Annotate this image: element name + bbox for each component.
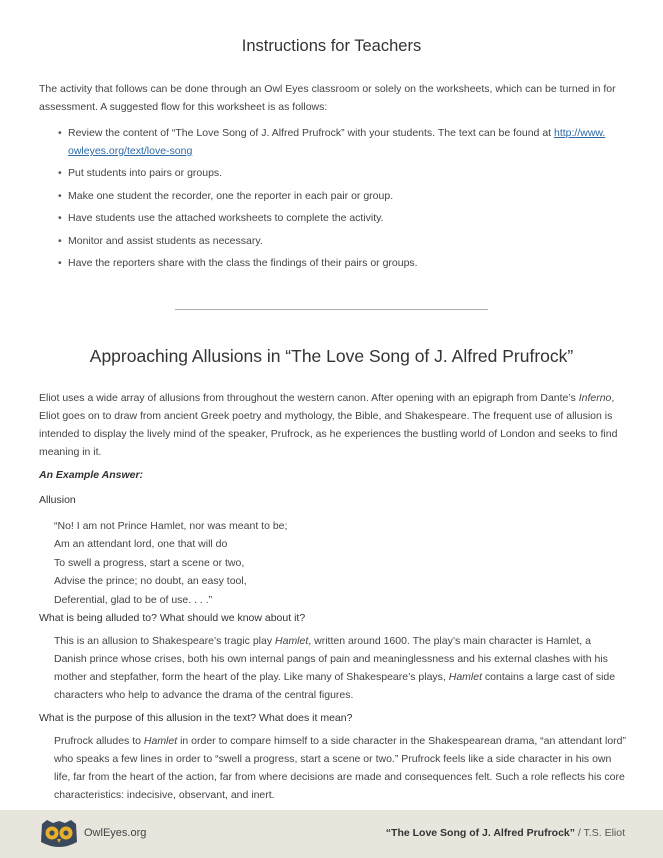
brand-name: OwlEyes.org <box>84 827 147 839</box>
quote-line: Advise the prince; no doubt, an easy tool, <box>54 575 247 588</box>
question-heading: What is being alluded to? What should we know about it? <box>39 612 306 624</box>
bullet-mark: • <box>58 189 62 202</box>
list-item <box>39 232 619 250</box>
section-divider <box>175 309 488 310</box>
bullet-mark: • <box>58 212 62 225</box>
footer-work-credit <box>386 827 625 839</box>
bullet-text: Monitor and assist students as necessary. <box>68 234 263 247</box>
footer <box>0 810 663 858</box>
bullet-mark: • <box>58 256 62 269</box>
bullet-mark: • <box>58 167 62 180</box>
allusion-label: Allusion <box>39 494 76 506</box>
quote-line: Am an attendant lord, one that will do <box>54 538 228 551</box>
bullet-text: Put students into pairs or groups. <box>68 167 223 180</box>
bullet-text: Make one student the recorder, one the reporter in each pair or group. <box>68 189 394 202</box>
text-link[interactable]: http://www. owleyes.org/text/love-song <box>68 127 606 157</box>
bullet-mark: • <box>58 127 62 139</box>
poem-quote <box>54 517 287 609</box>
list-item <box>39 254 619 272</box>
bullet-text: Have students use the attached worksheets to complete the activity. <box>68 212 384 225</box>
question-heading: What is the purpose of this allusion in the text? What does it mean? <box>39 712 353 724</box>
quote-line: To swell a progress, start a scene or two, <box>54 556 245 569</box>
work-title: “The Love Song of J. Alfred Prufrock” <box>385 827 575 839</box>
list-item <box>39 164 619 182</box>
quote-line: “No! I am not Prince Hamlet, nor was meant to be; <box>54 520 288 532</box>
instructions-intro: The activity that follows can be done through an Owl Eyes classroom or solely on the worksheets, which can be turned in for assessment. A suggested flow for this worksheet is as follows: <box>39 83 616 113</box>
answer-paragraph: Prufrock alludes to Hamlet in order to compare himself to a side character in the Shakespearean drama, “an attendant lord” who speaks a few lines in order to “swell a progress, start a scene or two.” Prufrock feels like a side character in his own life, far from the heart of the action, far from where decisions are made and consequences felt. Such a role reflects his core characteristics: indecisive, observant, and inert. <box>54 735 626 801</box>
author-name: / T.S. Eliot <box>575 827 625 839</box>
approaching-intro: Eliot uses a wide array of allusions from throughout the western canon. After opening with an epigraph from Dante’s Inferno, Eliot goes on to draw from ancient Greek poetry and mythology, the Bible, and Shakespeare. The frequent use of allusion is intended to display the lively mind of the speaker, Prufrock, as he experiences the bustling world of London and seeks to find meaning in it. <box>39 392 618 458</box>
instructions-list <box>39 124 619 276</box>
owl-logo-icon <box>39 818 79 850</box>
approaching-title: Approaching Allusions in “The Love Song of J. Alfred Prufrock” <box>89 346 574 366</box>
list-item <box>39 124 619 160</box>
list-item <box>39 187 619 205</box>
list-item <box>39 209 619 227</box>
bullet-text: Review the content of “The Love Song of J. Alfred Prufrock” with your students. The text can be found at <box>68 127 554 139</box>
bullet-mark: • <box>58 234 62 247</box>
quote-line: Deferential, glad to be of use. . . .” <box>54 593 213 606</box>
answer-paragraph: This is an allusion to Shakespeare’s tragic play Hamlet, written around 1600. The play’s main character is Hamlet, a Danish prince whose crises, both his own internal pangs of pain and meaninglessness and his external clashes with his mother and stepfather, form the heart of the play. Like many of Shakespeare’s plays, Hamlet contains a large cast of side characters who help to advance the drama of the central figures. <box>54 635 616 701</box>
example-label: An Example Answer: <box>39 469 144 481</box>
instructions-title: Instructions for Teachers <box>241 37 422 55</box>
bullet-text: Have the reporters share with the class the findings of their pairs or groups. <box>68 256 418 269</box>
